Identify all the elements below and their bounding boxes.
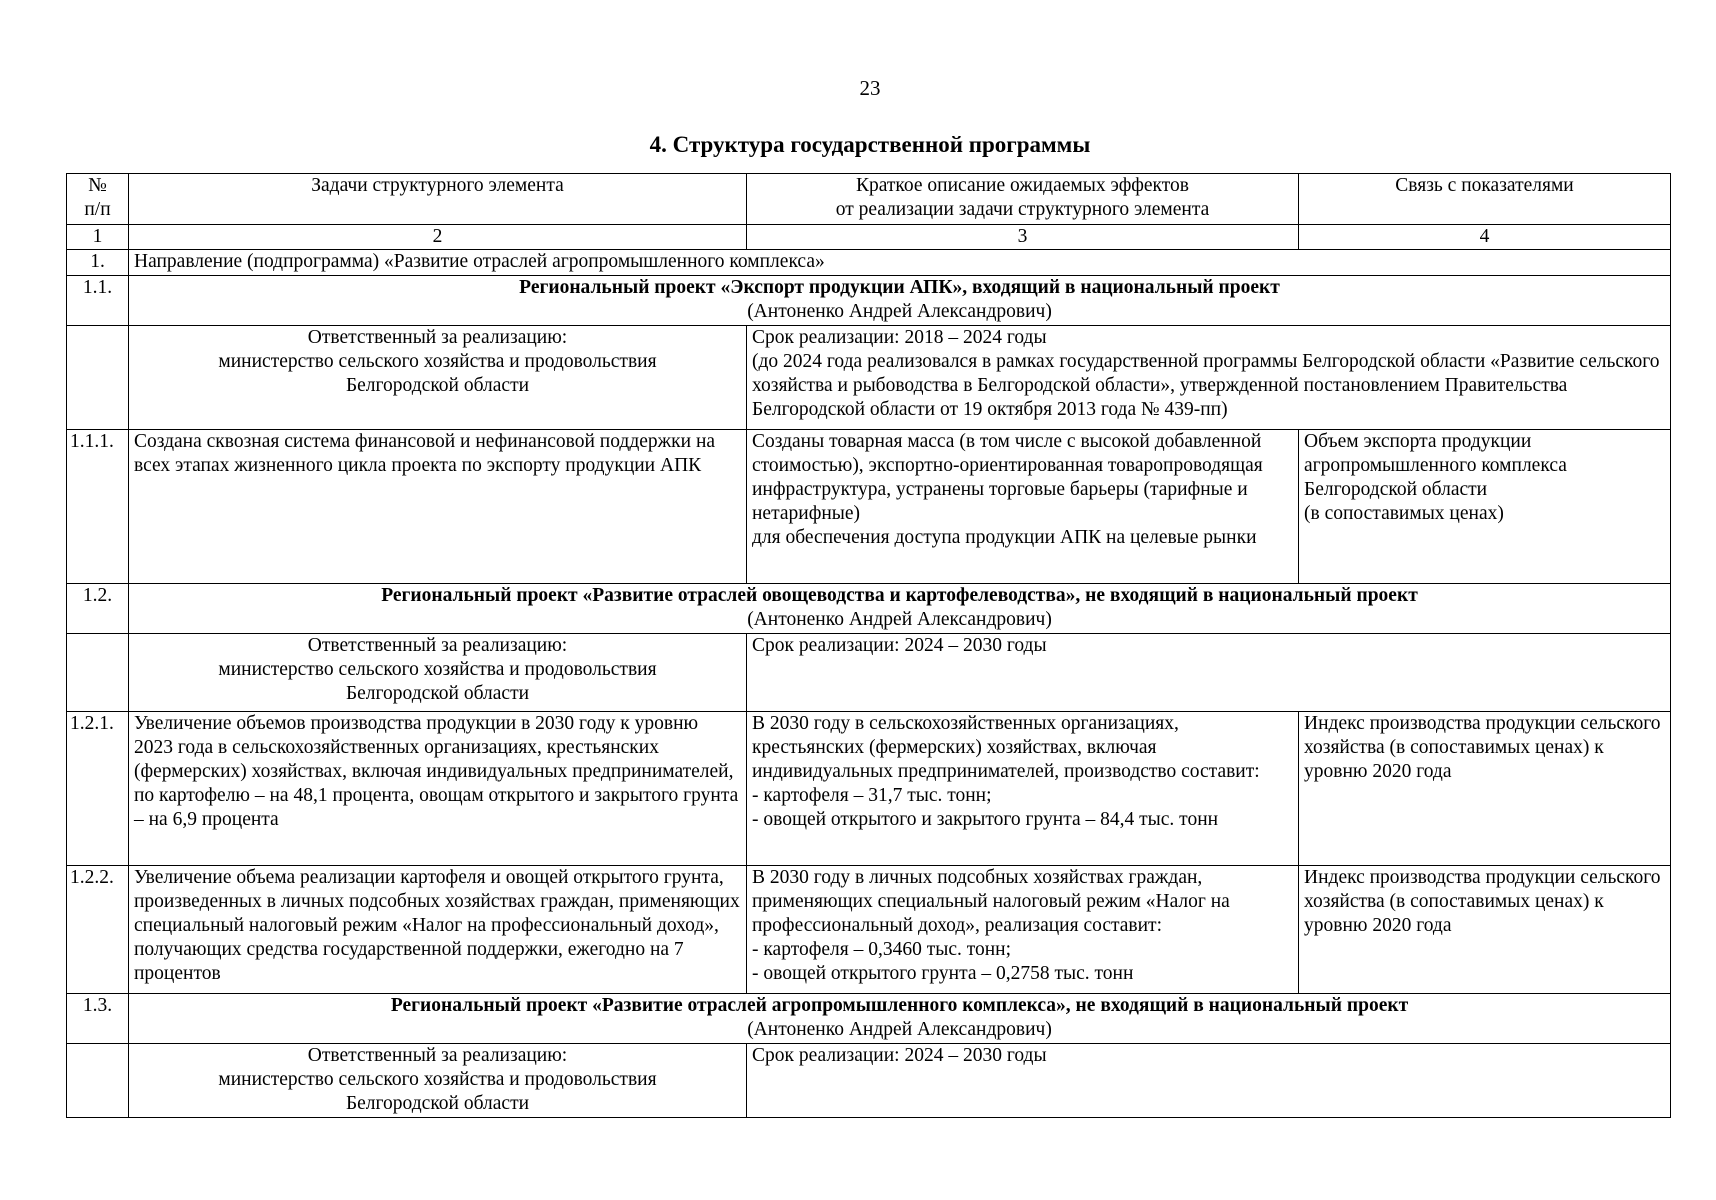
direction-title: Направление (подпрограмма) «Развитие отраслей агропромышленного комплекса» — [129, 250, 1671, 276]
project-row — [67, 994, 1671, 1044]
row-number: 1.2.1. — [67, 712, 129, 866]
term-text: Срок реализации: 2024 – 2030 годы — [747, 1044, 1671, 1118]
responsible-row — [67, 1044, 1671, 1118]
column-number: 1 — [67, 225, 129, 250]
row-number: 1.3. — [67, 994, 129, 1044]
project-title-cell — [129, 584, 1671, 634]
header-effects: Краткое описание ожидаемых эффектов от реализации задачи структурного элемента — [747, 174, 1299, 225]
project-title: Региональный проект «Экспорт продукции АПК», входящий в национальный проект — [519, 277, 1280, 298]
indicator-text: Объем экспорта продукции агропромышленного комплекса Белгородской области (в сопоставимых ценах) — [1299, 430, 1671, 584]
column-number-row — [67, 225, 1671, 250]
header-number: № п/п — [67, 174, 129, 225]
task-row — [67, 430, 1671, 584]
responsible-text: Ответственный за реализацию: министерство сельского хозяйства и продовольствия Белгородской области — [129, 1044, 747, 1118]
row-number: 1.2. — [67, 584, 129, 634]
responsible-text: Ответственный за реализацию: министерство сельского хозяйства и продовольствия Белгородской области — [129, 634, 747, 712]
empty-cell — [67, 634, 129, 712]
program-structure-table — [66, 173, 1671, 1118]
project-curator: (Антоненко Андрей Александрович) — [747, 301, 1052, 322]
column-number: 4 — [1299, 225, 1671, 250]
row-number: 1.2.2. — [67, 866, 129, 994]
task-text: Увеличение объемов производства продукции в 2030 году к уровню 2023 года в сельскохозяйственных организациях, крестьянских (фермерских) хозяйствах, включая индивидуальных предпринимателей, по картофелю – на 48,1 процента, овощам открытого и закрытого грунта – на 6,9 процента — [129, 712, 747, 866]
term-text: Срок реализации: 2018 – 2024 годы (до 2024 года реализовался в рамках государственной программы Белгородской области «Развитие сельского хозяйства и рыбоводства в Белгородской области», утвержденной постановлением Правительства Белгородской области от 19 октября 2013 года № 439-пп) — [747, 326, 1671, 430]
row-number: 1.1. — [67, 276, 129, 326]
project-title: Региональный проект «Развитие отраслей агропромышленного комплекса», не входящий в национальный проект — [390, 995, 1409, 1016]
term-text: Срок реализации: 2024 – 2030 годы — [747, 634, 1671, 712]
task-row — [67, 866, 1671, 994]
responsible-text: Ответственный за реализацию: министерство сельского хозяйства и продовольствия Белгородской области — [129, 326, 747, 430]
effect-text: В 2030 году в сельскохозяйственных организациях, крестьянских (фермерских) хозяйствах, включая индивидуальных предпринимателей, производство составит: - картофеля – 31,7 тыс. тонн; - овощей открытого и закрытого грунта – 84,4 тыс. тонн — [747, 712, 1299, 866]
row-number: 1.1.1. — [67, 430, 129, 584]
header-tasks: Задачи структурного элемента — [129, 174, 747, 225]
project-title-cell — [129, 994, 1671, 1044]
empty-cell — [67, 1044, 129, 1118]
task-text: Увеличение объема реализации картофеля и овощей открытого грунта, произведенных в личных подсобных хозяйствах граждан, применяющих специальный налоговый режим «Налог на профессиональный доход», получающих средства государственной поддержки, ежегодно на 7 процентов — [129, 866, 747, 994]
effect-text: В 2030 году в личных подсобных хозяйствах граждан, применяющих специальный налоговый режим «Налог на профессиональный доход», реализация составит: - картофеля – 0,3460 тыс. тонн; - овощей открытого грунта – 0,2758 тыс. тонн — [747, 866, 1299, 994]
responsible-row — [67, 634, 1671, 712]
page-number: 23 — [859, 76, 881, 100]
empty-cell — [67, 326, 129, 430]
project-row — [67, 276, 1671, 326]
page-title: 4. Структура государственной программы — [649, 132, 1091, 157]
task-text: Создана сквозная система финансовой и нефинансовой поддержки на всех этапах жизненного цикла проекта по экспорту продукции АПК — [129, 430, 747, 584]
project-title-cell — [129, 276, 1671, 326]
project-row — [67, 584, 1671, 634]
effect-text: Созданы товарная масса (в том числе с высокой добавленной стоимостью), экспортно-ориентированная товаропроводящая инфраструктура, устранены торговые барьеры (тарифные и нетарифные) для обеспечения доступа продукции АПК на целевые рынки — [747, 430, 1299, 584]
table-header-row — [67, 174, 1671, 225]
indicator-text: Индекс производства продукции сельского хозяйства (в сопоставимых ценах) к уровню 2020 года — [1299, 866, 1671, 994]
indicator-text: Индекс производства продукции сельского хозяйства (в сопоставимых ценах) к уровню 2020 года — [1299, 712, 1671, 866]
column-number: 3 — [747, 225, 1299, 250]
responsible-row — [67, 326, 1671, 430]
project-curator: (Антоненко Андрей Александрович) — [747, 609, 1052, 630]
task-row — [67, 712, 1671, 866]
column-number: 2 — [129, 225, 747, 250]
row-number: 1. — [67, 250, 129, 276]
direction-row — [67, 250, 1671, 276]
header-indicators: Связь с показателями — [1299, 174, 1671, 225]
project-curator: (Антоненко Андрей Александрович) — [747, 1019, 1052, 1040]
project-title: Региональный проект «Развитие отраслей овощеводства и картофелеводства», не входящий в национальный проект — [381, 585, 1418, 606]
